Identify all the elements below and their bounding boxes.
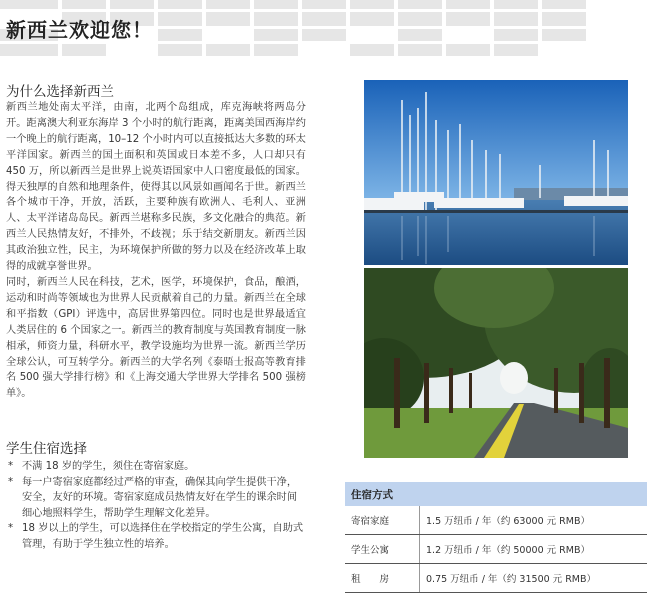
- tree-lined-road-photo: [364, 268, 628, 458]
- bullet-star-icon: *: [8, 476, 14, 488]
- accommodation-type: 寄宿家庭: [345, 506, 420, 535]
- housing-heading: 学生住宿选择: [6, 441, 87, 457]
- accommodation-table: [345, 482, 647, 593]
- bullet-star-icon: *: [8, 523, 14, 535]
- housing-list: [6, 459, 306, 553]
- why-body: [6, 100, 306, 402]
- accommodation-price: 0.75 万纽币 / 年（约 31500 元 RMB）: [420, 564, 648, 593]
- why-heading: 为什么选择新西兰: [6, 84, 114, 100]
- why-paragraph-2: 同时，新西兰人民在科技，艺术，医学，环境保护，食品，酿酒，运动和时尚等领域也为世界人民贡献着自己的力量。新西兰在全球和平指数（GPI）评选中，高居世界第四位。同时也是世界最适宜人类居住的 6 个国家之一。新西兰的教育制度与英国教育制度一脉相承，师资力量，科研水平，教学设施均为世界一流。新西兰学历全球公认，可互转学分。新西兰的大学名列《泰晤士报高等教育排名 500 强大学排行榜》和《上海交通大学世界大学排名 500 强榜单》。: [6, 276, 306, 400]
- page-header: [0, 0, 655, 62]
- table-row: [345, 535, 647, 564]
- accommodation-table-header: 住宿方式: [345, 482, 647, 506]
- accommodation-type: 学生公寓: [345, 535, 420, 564]
- list-item: * 不满 18 岁的学生，须住在寄宿家庭。: [6, 459, 306, 475]
- table-row: [345, 506, 647, 535]
- accommodation-price: 1.2 万纽币 / 年（约 50000 元 RMB）: [420, 535, 648, 564]
- why-paragraph-1: 新西兰地处南太平洋，由南，北两个岛组成，库克海峡将两岛分开。距离澳大利亚东海岸 3 个小时的航行距离，距离美国西海岸约一个晚上的航行距离，10–12 个小时内可以直接抵达大多数的环太平洋国家。新西兰的国土面积和英国或日本差不多，人口却只有 450 万，所以新西兰是世界上说英语国家中人口密度最低的国家。得天独厚的自然和地理条件，使得其以风景如画闻名于世。新西兰各个城市干净，开放，活跃，主要种族有欧洲人、毛利人、亚洲人、太平洋诸岛岛民。新西兰堪称多民族，多文化融合的典范。新西兰人民热情友好，不排外，不歧视；乐于结交新朋友。新西兰因其政治独立性，民主，为环境保护所做的努力以及在经济改革上取得的成就享誉世界。: [6, 102, 306, 273]
- accommodation-type: 租 房: [345, 564, 420, 593]
- bullet-star-icon: *: [8, 461, 14, 472]
- accommodation-price: 1.5 万纽币 / 年（约 63000 元 RMB）: [420, 506, 648, 535]
- marina-photo: [364, 80, 628, 265]
- page-title: 新西兰欢迎您！: [6, 18, 153, 42]
- list-item: * 18 岁以上的学生，可以选择住在学校指定的学生公寓，自助式管理，有助于学生独立性的培养。: [8, 523, 304, 550]
- list-item: * 每一户寄宿家庭都经过严格的审查，确保其向学生提供干净，安全，友好的环境。寄宿家庭成员热情友好在学生的课余时间细心地照料学生，帮助学生理解文化差异。: [8, 476, 298, 519]
- table-row: [345, 564, 647, 593]
